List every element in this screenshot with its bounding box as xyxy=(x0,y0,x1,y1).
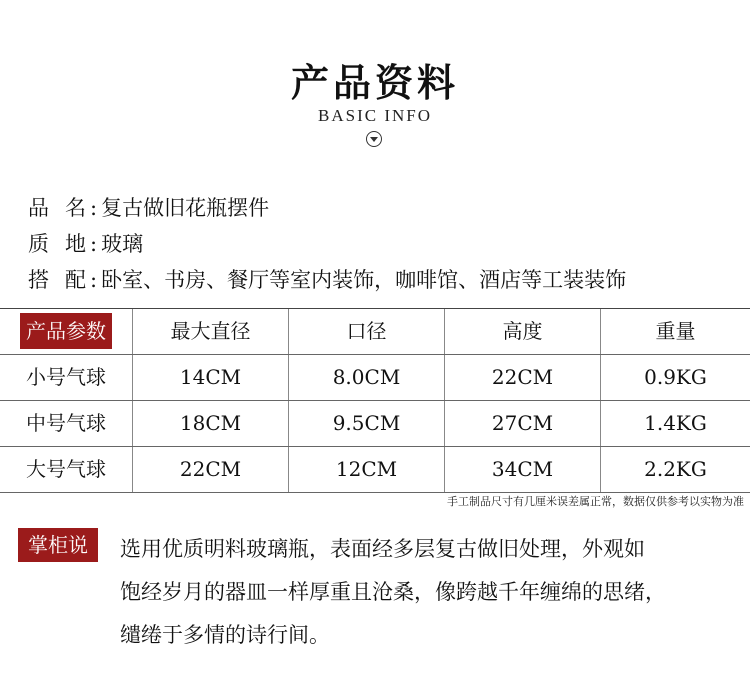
table-cell: 小号气球 xyxy=(26,365,106,389)
info-value: 复古做旧花瓶摆件 xyxy=(101,196,270,220)
table-cell: 8.0CM xyxy=(332,365,401,389)
page-title: 产品资料 xyxy=(290,61,459,105)
info-value: 玻璃 xyxy=(101,232,144,256)
table-row xyxy=(0,447,750,493)
table-header-cell: 最大直径 xyxy=(170,319,251,343)
info-key: 搭配 xyxy=(28,268,86,292)
table-cell: 1.4KG xyxy=(644,411,707,435)
table-cell: 0.9KG xyxy=(644,365,707,389)
table-cell: 大号气球 xyxy=(26,457,106,481)
table-cell: 12CM xyxy=(335,457,398,481)
table-row xyxy=(0,355,750,401)
table-row xyxy=(0,401,750,447)
table-header-row xyxy=(0,309,750,355)
description-line: 缱绻于多情的诗行间。 xyxy=(120,623,330,647)
table-cell: 34CM xyxy=(491,457,554,481)
table-note: 手工制品尺寸有几厘米误差属正常，数据仅供参考以实物为准 xyxy=(447,495,744,508)
info-row-material: 质地 : 玻璃 xyxy=(28,228,143,258)
table-header-cell: 高度 xyxy=(502,319,543,343)
info-row-name: 品名 : 复古做旧花瓶摆件 xyxy=(28,192,269,222)
table-cell: 2.2KG xyxy=(644,457,707,481)
table-cell: 中号气球 xyxy=(26,411,106,435)
table-header-cell: 口径 xyxy=(346,319,387,343)
description-tag: 掌柜说 xyxy=(18,528,98,562)
table-cell: 22CM xyxy=(491,365,554,389)
table-cell: 9.5CM xyxy=(332,411,401,435)
table-cell: 22CM xyxy=(179,457,242,481)
info-value: 卧室、书房、餐厅等室内装饰，咖啡馆、酒店等工装装饰 xyxy=(101,268,627,292)
info-key: 品名 xyxy=(28,196,86,220)
table-cell: 14CM xyxy=(179,365,242,389)
page-subtitle: BASIC INFO xyxy=(318,106,432,125)
info-row-usage: 搭配 : 卧室、书房、餐厅等室内装饰，咖啡馆、酒店等工装装饰 xyxy=(28,264,626,294)
description-line: 饱经岁月的器皿一样厚重且沧桑，像跨越千年缠绵的思绪， xyxy=(120,580,666,604)
chevron-down-circle-icon xyxy=(366,131,382,147)
info-key: 质地 xyxy=(28,232,86,256)
table-cell: 18CM xyxy=(179,411,242,435)
description-line: 选用优质明料玻璃瓶，表面经多层复古做旧处理，外观如 xyxy=(120,537,645,561)
spec-table xyxy=(0,308,750,493)
table-header-cell: 重量 xyxy=(655,319,696,343)
table-cell: 27CM xyxy=(491,411,554,435)
table-header-param: 产品参数 xyxy=(20,313,112,349)
